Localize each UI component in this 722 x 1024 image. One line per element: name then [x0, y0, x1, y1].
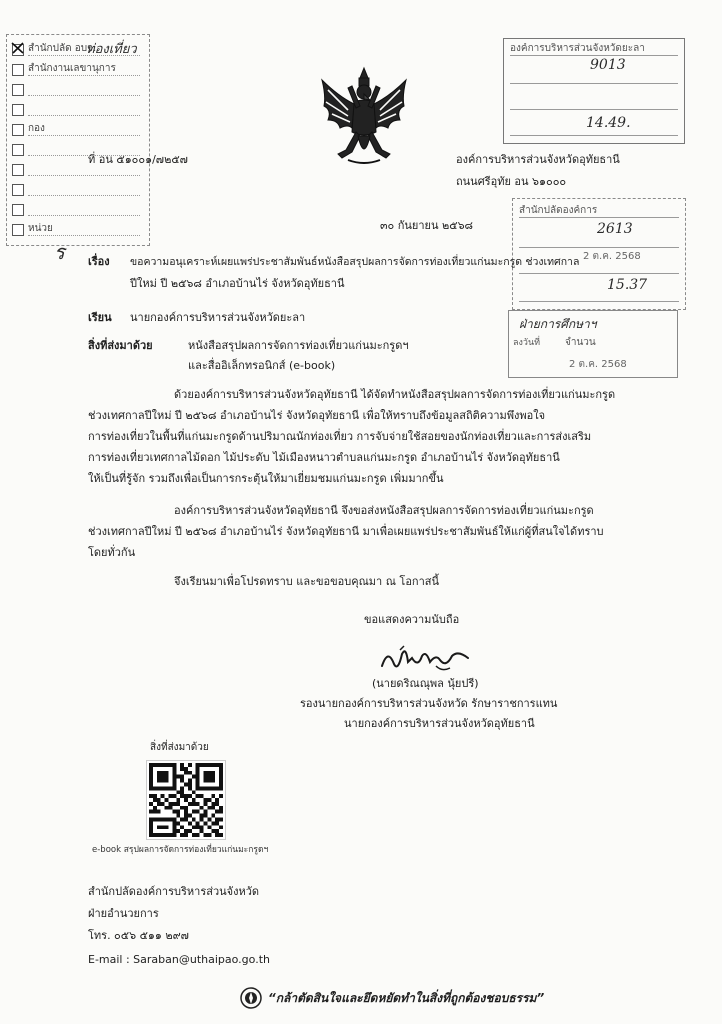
qr-module — [207, 806, 211, 810]
qr-module — [176, 798, 180, 802]
routing-checkbox-label: หน่วย — [28, 223, 53, 234]
qr-module — [207, 779, 211, 783]
body-paragraph-1 — [88, 384, 666, 489]
qr-module — [161, 825, 165, 829]
qr-module — [157, 825, 161, 829]
contact-division: ฝ่ายอำนวยการ — [88, 907, 159, 920]
qr-module — [172, 763, 176, 767]
garuda-emblem-icon — [318, 66, 410, 168]
office-stamp-number: 2613 — [597, 221, 633, 237]
qr-module — [161, 818, 165, 822]
sender-organization: องค์การบริหารส่วนจังหวัดอุทัยธานี — [456, 153, 620, 166]
qr-module — [149, 771, 153, 775]
qr-module — [161, 763, 165, 767]
qr-module — [200, 825, 204, 829]
qr-module — [161, 786, 165, 790]
qr-module — [172, 833, 176, 837]
qr-module — [176, 790, 180, 794]
qr-module — [188, 829, 192, 833]
qr-module — [215, 763, 219, 767]
qr-module — [219, 810, 223, 814]
department-stamp-date: 2 ต.ค. 2568 — [569, 359, 627, 370]
qr-module — [176, 829, 180, 833]
qr-module — [161, 802, 165, 806]
qr-module — [204, 771, 208, 775]
qr-module — [204, 814, 208, 818]
qr-module — [165, 818, 169, 822]
signer-title-1: รองนายกองค์การบริหารส่วนจังหวัด รักษาราชการแทน — [300, 697, 558, 710]
qr-module — [153, 794, 157, 798]
body-paragraph-1-line: การท่องเที่ยวเทศกาลไม้ดอก ไม้ประดับ ไม้เมืองหนาวตำบลแก่นมะกรูด อำเภอบ้านไร่ จังหวัดอุทัยธานี — [88, 451, 560, 464]
qr-module — [180, 825, 184, 829]
to-recipient: นายกองค์การบริหารส่วนจังหวัดยะลา — [130, 311, 306, 324]
department-stamp-name: ฝ่ายการศึกษาฯ — [519, 317, 597, 331]
qr-module — [172, 818, 176, 822]
qr-module — [165, 771, 169, 775]
qr-module — [211, 763, 215, 767]
qr-module — [219, 767, 223, 771]
qr-module — [184, 833, 188, 837]
qr-module — [161, 794, 165, 798]
signature-image — [378, 644, 472, 674]
qr-module — [215, 802, 219, 806]
qr-module — [165, 786, 169, 790]
body-paragraph-2-line: โดยทั่วกัน — [88, 546, 136, 559]
routing-checkbox-label: สำนักงานเลขานุการ — [28, 63, 116, 74]
qr-module — [157, 833, 161, 837]
qr-caption: e-book สรุปผลการจัดการท่องเที่ยวแก่นมะกรูดฯ — [92, 845, 269, 855]
qr-module — [149, 763, 153, 767]
routing-checkbox[interactable] — [12, 204, 24, 216]
qr-module — [196, 779, 200, 783]
qr-module — [188, 763, 192, 767]
department-stamp-date-label: ลงวันที่ — [513, 338, 541, 348]
qr-module — [172, 786, 176, 790]
qr-module — [211, 802, 215, 806]
routing-checkbox[interactable] — [12, 144, 24, 156]
qr-module — [161, 833, 165, 837]
sender-address: ถนนศรีอุทัย อน ๖๑๐๐๐ — [456, 175, 567, 188]
qr-module — [157, 771, 161, 775]
qr-module — [184, 810, 188, 814]
signer-title-2: นายกองค์การบริหารส่วนจังหวัดอุทัยธานี — [344, 717, 535, 730]
routing-checkbox[interactable] — [12, 224, 24, 236]
body-paragraph-2 — [88, 500, 666, 563]
body-paragraph-1-line: ให้เป็นที่รู้จัก รวมถึงเพื่อเป็นการกระตุ้นให้มาเยี่ยมชมแก่นมะกรูด เพิ่มมากขึ้น — [88, 472, 444, 485]
body-paragraph-3: จึงเรียนมาเพื่อโปรดทราบ และขอขอบคุณมา ณ โอกาสนี้ — [174, 575, 439, 588]
qr-module — [207, 763, 211, 767]
routing-checkbox-label: สำนักปลัด อบจ. — [28, 43, 97, 54]
routing-checkbox[interactable] — [12, 44, 24, 56]
to-label: เรียน — [88, 311, 112, 324]
qr-module — [172, 779, 176, 783]
qr-module — [180, 833, 184, 837]
qr-module — [188, 771, 192, 775]
qr-module — [149, 782, 153, 786]
qr-code-wrapper[interactable] — [146, 760, 226, 840]
qr-module — [172, 775, 176, 779]
qr-module — [149, 818, 153, 822]
qr-module — [219, 775, 223, 779]
routing-checkbox-rule — [28, 75, 140, 76]
qr-module — [153, 798, 157, 802]
qr-module — [157, 818, 161, 822]
contact-department: สำนักปลัดองค์การบริหารส่วนจังหวัด — [88, 885, 260, 898]
qr-module — [204, 821, 208, 825]
qr-module — [184, 767, 188, 771]
qr-module — [184, 782, 188, 786]
qr-module — [196, 821, 200, 825]
qr-code-icon[interactable] — [149, 763, 223, 837]
qr-module — [188, 782, 192, 786]
receive-stamp-number: 9013 — [590, 57, 626, 73]
qr-module — [207, 775, 211, 779]
qr-module — [200, 806, 204, 810]
qr-module — [215, 810, 219, 814]
org-logo-icon — [240, 987, 262, 1009]
qr-module — [157, 786, 161, 790]
qr-module — [168, 763, 172, 767]
qr-module — [157, 779, 161, 783]
qr-module — [149, 779, 153, 783]
qr-module — [153, 818, 157, 822]
qr-module — [196, 825, 200, 829]
qr-module — [204, 802, 208, 806]
office-stamp-time: 15.37 — [607, 277, 648, 293]
qr-module — [149, 825, 153, 829]
qr-module — [149, 829, 153, 833]
qr-module — [172, 794, 176, 798]
qr-module — [149, 786, 153, 790]
qr-module — [168, 806, 172, 810]
qr-module — [215, 833, 219, 837]
qr-module — [149, 821, 153, 825]
body-paragraph-1-line: การท่องเที่ยวในพื้นที่แก่นมะกรูดด้านปริมาณนักท่องเที่ยว การจับจ่ายใช้สอยของนักท่องเที่ยวและการส่งเสริม — [88, 430, 592, 443]
qr-module — [180, 763, 184, 767]
qr-module — [157, 798, 161, 802]
qr-module — [207, 786, 211, 790]
qr-module — [196, 810, 200, 814]
qr-module — [192, 775, 196, 779]
contact-phone: โทร. ๐๕๖ ๕๑๑ ๒๙๗ — [88, 929, 189, 942]
qr-module — [219, 771, 223, 775]
routing-handwritten-note: ท่องเที่ยว — [86, 42, 137, 57]
qr-module — [204, 763, 208, 767]
qr-module — [165, 775, 169, 779]
routing-checkbox[interactable] — [12, 84, 24, 96]
qr-module — [176, 775, 180, 779]
routing-checkbox-rule — [28, 235, 140, 236]
qr-module — [196, 802, 200, 806]
qr-module — [211, 814, 215, 818]
qr-module — [172, 829, 176, 833]
receive-stamp — [503, 38, 685, 144]
qr-module — [215, 818, 219, 822]
contact-email[interactable]: E-mail : Saraban@uthaipao.go.th — [88, 953, 270, 966]
qr-module — [211, 794, 215, 798]
qr-module — [219, 786, 223, 790]
qr-module — [172, 782, 176, 786]
routing-checkbox[interactable] — [12, 64, 24, 76]
qr-module — [219, 794, 223, 798]
footer-slogan: “กล้าตัดสินใจและยึดหยัดทำในสิ่งที่ถูกต้องชอบธรรม” — [268, 991, 545, 1005]
qr-module — [215, 798, 219, 802]
qr-module — [180, 790, 184, 794]
qr-module — [219, 806, 223, 810]
enclosure-line-1: หนังสือสรุปผลการจัดการท่องเที่ยวแก่นมะกรูดฯ — [188, 339, 409, 352]
qr-module — [204, 779, 208, 783]
qr-module — [211, 829, 215, 833]
qr-module — [196, 786, 200, 790]
qr-module — [161, 775, 165, 779]
routing-bottom-mark: ร — [54, 240, 65, 264]
qr-module — [149, 802, 153, 806]
routing-checkbox-rule — [28, 135, 140, 136]
qr-module — [192, 825, 196, 829]
enclosure-line-2: และสื่ออิเล็กทรอนิกส์ (e-book) — [188, 359, 336, 372]
qr-module — [157, 802, 161, 806]
qr-enclosure-label: สิ่งที่ส่งมาด้วย — [150, 742, 209, 753]
qr-module — [168, 833, 172, 837]
body-paragraph-1-line: ช่วงเทศกาลปีใหม่ ปี ๒๕๖๘ อำเภอบ้านไร่ จังหวัดอุทัยธานี เพื่อให้ทราบถึงข้อมูลสถิติความพึงพอใจ — [88, 409, 546, 422]
qr-module — [219, 779, 223, 783]
routing-checkbox-rule — [28, 95, 140, 96]
receive-stamp-time: 14.49. — [586, 115, 631, 131]
qr-module — [176, 810, 180, 814]
qr-module — [153, 806, 157, 810]
routing-checkbox-rule — [28, 215, 140, 216]
qr-module — [204, 775, 208, 779]
routing-checkbox[interactable] — [12, 124, 24, 136]
document-date: ๓๐ กันยายน ๒๕๖๘ — [380, 219, 474, 232]
qr-module — [176, 814, 180, 818]
qr-module — [215, 829, 219, 833]
enclosure-label: สิ่งที่ส่งมาด้วย — [88, 339, 153, 352]
qr-module — [165, 825, 169, 829]
body-paragraph-2-line: องค์การบริหารส่วนจังหวัดอุทัยธานี จึงขอส่งหนังสือสรุปผลการจัดการท่องเที่ยวแก่นมะกรูด — [174, 504, 594, 517]
qr-module — [176, 821, 180, 825]
document-number: ที่ อน ๕๑๐๐๑/๗๒๕๗ — [88, 153, 188, 166]
qr-module — [219, 782, 223, 786]
qr-module — [153, 763, 157, 767]
department-stamp-pages-label: จำนวน — [565, 337, 596, 348]
qr-module — [188, 802, 192, 806]
qr-module — [192, 790, 196, 794]
qr-module — [188, 786, 192, 790]
qr-module — [215, 821, 219, 825]
qr-module — [149, 810, 153, 814]
qr-module — [219, 825, 223, 829]
qr-module — [204, 786, 208, 790]
qr-module — [211, 821, 215, 825]
qr-module — [184, 798, 188, 802]
qr-module — [168, 786, 172, 790]
qr-module — [184, 794, 188, 798]
qr-module — [207, 771, 211, 775]
qr-module — [153, 786, 157, 790]
qr-module — [153, 833, 157, 837]
routing-checkbox-rule — [28, 115, 140, 116]
qr-module — [149, 767, 153, 771]
qr-module — [211, 775, 215, 779]
qr-module — [172, 771, 176, 775]
office-stamp-header: สำนักปลัดองค์การ — [519, 205, 679, 218]
qr-module — [161, 771, 165, 775]
qr-module — [211, 806, 215, 810]
qr-module — [207, 798, 211, 802]
routing-checkbox-rule — [28, 55, 140, 56]
qr-module — [196, 775, 200, 779]
qr-module — [172, 825, 176, 829]
qr-module — [219, 833, 223, 837]
qr-module — [184, 806, 188, 810]
subject-line-1: ขอความอนุเคราะห์เผยแพร่ประชาสัมพันธ์หนังสือสรุปผลการจัดการท่องเที่ยวแก่นมะกรูด ช่วงเทศกาล — [130, 256, 580, 268]
qr-module — [172, 767, 176, 771]
qr-module — [172, 802, 176, 806]
routing-checkbox-rule — [28, 155, 140, 156]
qr-module — [165, 763, 169, 767]
qr-module — [207, 825, 211, 829]
qr-module — [184, 771, 188, 775]
qr-module — [192, 798, 196, 802]
qr-module — [176, 802, 180, 806]
qr-module — [165, 806, 169, 810]
qr-module — [204, 810, 208, 814]
routing-checkbox[interactable] — [12, 104, 24, 116]
closing-salutation: ขอแสดงความนับถือ — [364, 613, 460, 626]
subject-label: เรื่อง — [88, 255, 110, 268]
qr-module — [196, 767, 200, 771]
body-paragraph-1-line: ด้วยองค์การบริหารส่วนจังหวัดอุทัยธานี ได้จัดทำหนังสือสรุปผลการจัดการท่องเที่ยวแก่นมะกรูด — [174, 388, 616, 401]
qr-module — [188, 814, 192, 818]
qr-module — [172, 810, 176, 814]
office-stamp-date: 2 ต.ค. 2568 — [583, 251, 641, 262]
qr-module — [188, 821, 192, 825]
qr-module — [157, 763, 161, 767]
qr-module — [219, 763, 223, 767]
qr-module — [184, 818, 188, 822]
qr-module — [207, 833, 211, 837]
qr-module — [211, 771, 215, 775]
qr-module — [200, 829, 204, 833]
qr-module — [180, 779, 184, 783]
qr-module — [168, 802, 172, 806]
qr-module — [192, 833, 196, 837]
qr-module — [165, 798, 169, 802]
routing-checkbox[interactable] — [12, 184, 24, 196]
qr-module — [219, 818, 223, 822]
qr-module — [211, 786, 215, 790]
qr-module — [192, 818, 196, 822]
body-paragraph-2-line: ช่วงเทศกาลปีใหม่ ปี ๒๕๖๘ อำเภอบ้านไร่ จังหวัดอุทัยธานี มาเพื่อเผยแพร่ประชาสัมพันธ์ให้แก่ผู้ที่สนใจได้ทราบ — [88, 525, 604, 538]
qr-module — [161, 779, 165, 783]
qr-module — [172, 821, 176, 825]
qr-module — [188, 779, 192, 783]
qr-module — [204, 833, 208, 837]
qr-module — [196, 794, 200, 798]
qr-module — [204, 798, 208, 802]
qr-module — [196, 782, 200, 786]
qr-module — [168, 794, 172, 798]
qr-module — [200, 763, 204, 767]
routing-checkbox-rule — [28, 195, 140, 196]
qr-module — [149, 794, 153, 798]
qr-module — [200, 786, 204, 790]
qr-module — [180, 794, 184, 798]
qr-module — [180, 775, 184, 779]
qr-module — [211, 779, 215, 783]
qr-module — [149, 775, 153, 779]
qr-module — [165, 833, 169, 837]
qr-module — [196, 763, 200, 767]
qr-module — [188, 794, 192, 798]
subject-line-2: ปีใหม่ ปี ๒๕๖๘ อำเภอบ้านไร่ จังหวัดอุทัยธานี — [130, 277, 345, 290]
receive-stamp-header: องค์การบริหารส่วนจังหวัดยะลา — [510, 43, 678, 56]
qr-module — [180, 767, 184, 771]
qr-module — [184, 829, 188, 833]
qr-module — [149, 833, 153, 837]
qr-module — [200, 794, 204, 798]
qr-module — [196, 833, 200, 837]
qr-module — [157, 810, 161, 814]
qr-module — [180, 806, 184, 810]
qr-module — [196, 771, 200, 775]
qr-module — [192, 810, 196, 814]
department-stamp — [508, 310, 678, 378]
qr-module — [180, 786, 184, 790]
qr-module — [165, 779, 169, 783]
qr-module — [207, 818, 211, 822]
qr-module — [192, 802, 196, 806]
qr-module — [168, 818, 172, 822]
qr-module — [200, 814, 204, 818]
qr-module — [157, 775, 161, 779]
routing-checkbox-rule — [28, 175, 140, 176]
qr-module — [215, 786, 219, 790]
signer-name: (นายดริณณุพล นุ้ยปรี) — [372, 677, 479, 690]
qr-module — [200, 818, 204, 822]
qr-module — [180, 818, 184, 822]
qr-module — [153, 810, 157, 814]
qr-module — [184, 814, 188, 818]
routing-checkbox[interactable] — [12, 164, 24, 176]
routing-checkbox-label: กอง — [28, 123, 45, 134]
